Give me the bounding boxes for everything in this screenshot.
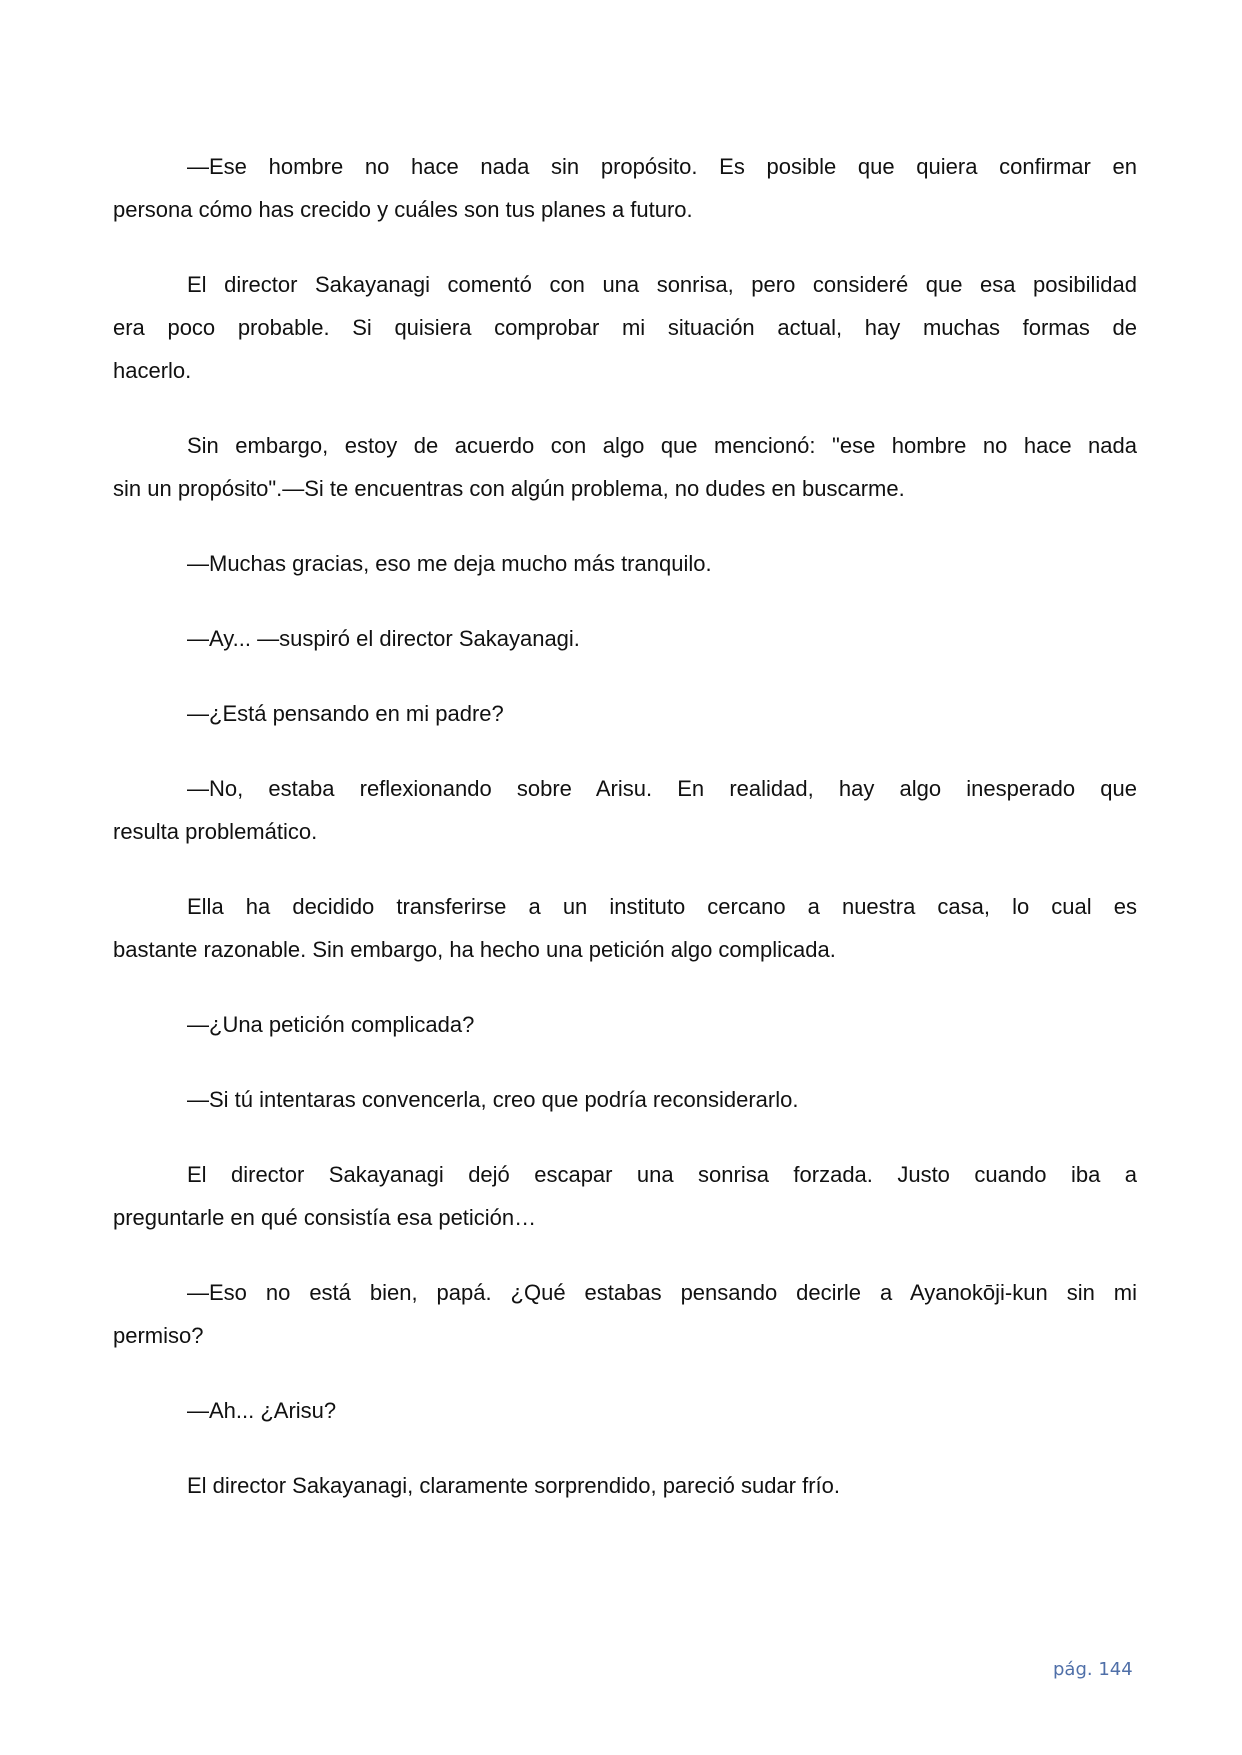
text-line: era poco probable. Si quisiera comprobar mi situación actual, hay muchas formas de xyxy=(113,315,1137,340)
text-line: sin un propósito".—Si te encuentras con algún problema, no dudes en buscarme. xyxy=(113,476,905,501)
text-line: —No, estaba reflexionando sobre Arisu. En realidad, hay algo inesperado que xyxy=(187,776,1137,801)
text-line: persona cómo has crecido y cuáles son tus planes a futuro. xyxy=(113,197,693,222)
page-number: pág. 144 xyxy=(1053,1659,1133,1680)
text-line: resulta problemático. xyxy=(113,819,318,844)
text-line: permiso? xyxy=(113,1323,204,1348)
text-line: —Ese hombre no hace nada sin propósito. Es posible que quiera confirmar en xyxy=(187,154,1137,179)
text-body xyxy=(113,0,1137,1755)
text-line: El director Sakayanagi dejó escapar una sonrisa forzada. Justo cuando iba a xyxy=(187,1162,1137,1187)
text-line: —Si tú intentaras convencerla, creo que podría reconsiderarlo. xyxy=(187,1087,799,1112)
text-line: El director Sakayanagi comentó con una sonrisa, pero consideré que esa posibilidad xyxy=(187,272,1137,297)
text-line: —Ah... ¿Arisu? xyxy=(187,1398,337,1423)
text-line: preguntarle en qué consistía esa petición… xyxy=(113,1205,537,1230)
text-line: Ella ha decidido transferirse a un instituto cercano a nuestra casa, lo cual es xyxy=(187,894,1137,919)
text-line: —Muchas gracias, eso me deja mucho más tranquilo. xyxy=(187,551,712,576)
text-line: El director Sakayanagi, claramente sorprendido, pareció sudar frío. xyxy=(187,1473,841,1498)
text-line: hacerlo. xyxy=(113,358,192,383)
text-line: —Eso no está bien, papá. ¿Qué estabas pensando decirle a Ayanokōji-kun sin mi xyxy=(187,1280,1137,1305)
text-line: —Ay... —suspiró el director Sakayanagi. xyxy=(187,626,580,651)
text-line: —¿Está pensando en mi padre? xyxy=(187,701,504,726)
text-line: Sin embargo, estoy de acuerdo con algo que mencionó: "ese hombre no hace nada xyxy=(187,433,1137,458)
text-line: —¿Una petición complicada? xyxy=(187,1012,475,1037)
text-line: bastante razonable. Sin embargo, ha hecho una petición algo complicada. xyxy=(113,937,836,962)
